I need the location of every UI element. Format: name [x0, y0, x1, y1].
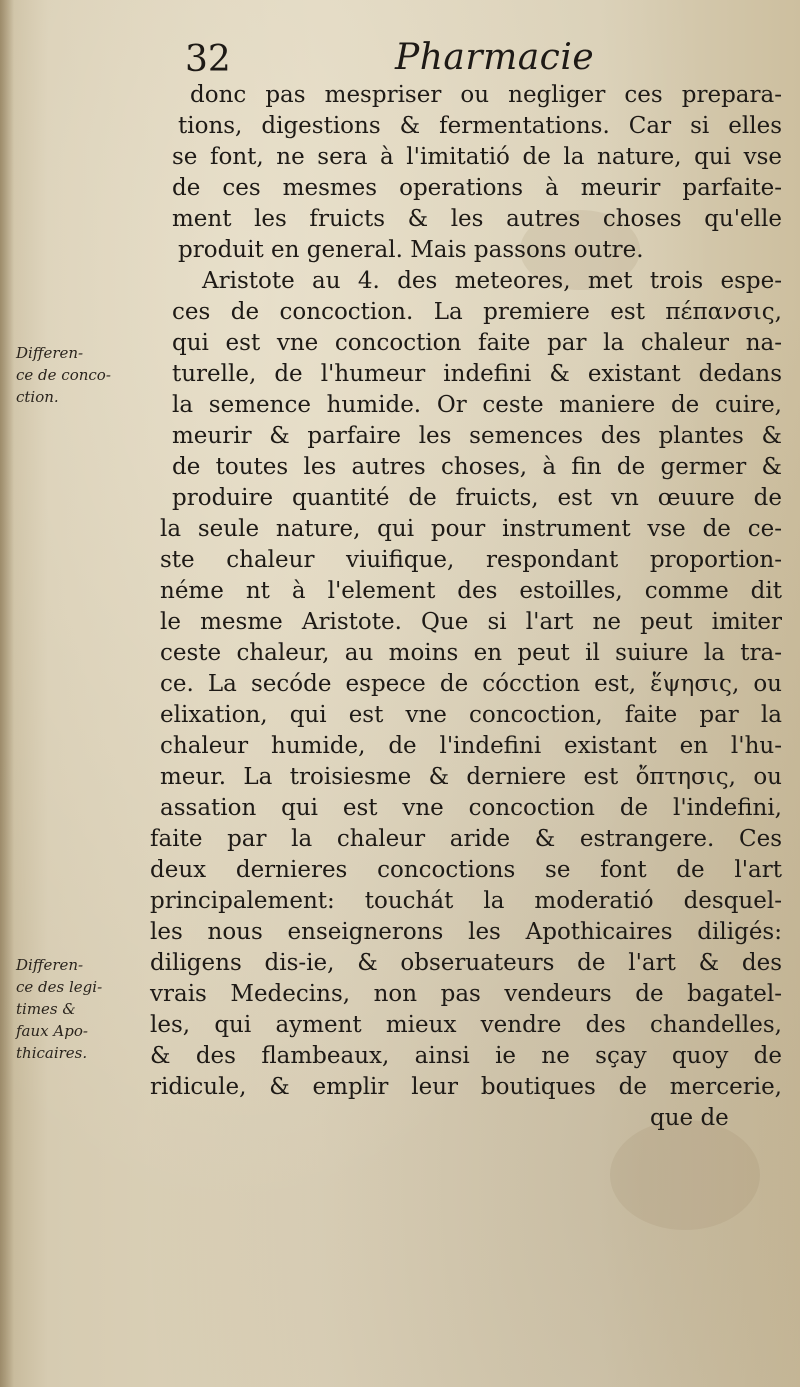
margin-note-line: thicaires.	[16, 1044, 88, 1062]
text-line: se font, ne sera à l'imitatió de la nature, qui vse	[172, 144, 782, 170]
text-line: meurir & parfaire les semences des plantes &	[172, 423, 782, 449]
text-line: chaleur humide, de l'indefini existant en l'hu-	[160, 733, 782, 759]
text-line: principalement: touchát la moderatió desquel-	[150, 888, 782, 914]
text-line: Aristote au 4. des meteores, met trois espe-	[202, 268, 782, 294]
page-gutter-shadow	[0, 0, 14, 1387]
margin-note-difference-apothicaires	[16, 954, 146, 1064]
text-line: donc pas mespriser ou negliger ces prepara-	[190, 82, 782, 108]
page-header	[175, 30, 775, 86]
text-line: deux dernieres concoctions se font de l'art	[150, 857, 782, 883]
text-line: & des flambeaux, ainsi ie ne sçay quoy de	[150, 1043, 782, 1069]
text-line: ceste chaleur, au moins en peut il suiure la tra-	[160, 640, 782, 666]
text-line: tions, digestions & fermentations. Car si elles	[178, 113, 782, 139]
running-title: Pharmacie	[395, 37, 595, 78]
paper-stain	[610, 1120, 760, 1230]
text-line: de toutes les autres choses, à fin de germer &	[172, 454, 782, 480]
text-line: de ces mesmes operations à meurir parfaite-	[172, 175, 782, 201]
text-line: ridicule, & emplir leur boutiques de mercerie,	[150, 1074, 782, 1100]
margin-note-line: ction.	[16, 388, 59, 406]
margin-note-line: Differen-	[16, 344, 84, 362]
text-line: diligens dis-ie, & obseruateurs de l'art & des	[150, 950, 782, 976]
margin-note-line: Differen-	[16, 956, 84, 974]
text-line: les, qui ayment mieux vendre des chandelles,	[150, 1012, 782, 1038]
text-line: ste chaleur viuifique, respondant proportion-	[160, 547, 782, 573]
text-line: produire quantité de fruicts, est vn œuure de	[172, 485, 782, 511]
text-line: turelle, de l'humeur indefini & existant dedans	[172, 361, 782, 387]
catchword: que de	[650, 1105, 729, 1131]
margin-note-difference-concoction	[16, 342, 146, 408]
text-line: les nous enseignerons les Apothicaires diligés:	[150, 919, 782, 945]
text-line: qui est vne concoction faite par la chaleur na-	[172, 330, 782, 356]
text-line: le mesme Aristote. Que si l'art ne peut imiter	[160, 609, 782, 635]
text-line: ment les fruicts & les autres choses qu'elle	[172, 206, 782, 232]
margin-note-line: ce de conco-	[16, 366, 111, 384]
text-line: la semence humide. Or ceste maniere de cuire,	[172, 392, 782, 418]
text-line: vrais Medecins, non pas vendeurs de bagatel-	[150, 981, 782, 1007]
text-line: ce. La secóde espece de cócction est, ἕψησις, ou	[160, 671, 782, 697]
text-line: elixation, qui est vne concoction, faite par la	[160, 702, 782, 728]
text-line: produit en general. Mais passons outre.	[178, 237, 644, 263]
text-line: meur. La troisiesme & derniere est ὄπτησις, ou	[160, 764, 782, 790]
page-number: 32	[185, 39, 231, 80]
text-line: faite par la chaleur aride & estrangere. Ces	[150, 826, 782, 852]
margin-note-line: faux Apo-	[16, 1022, 88, 1040]
text-line: néme nt à l'element des estoilles, comme dit	[160, 578, 782, 604]
text-line: assation qui est vne concoction de l'indefini,	[160, 795, 782, 821]
margin-note-line: ce des legi-	[16, 978, 103, 996]
main-text-block	[150, 80, 782, 1134]
text-line: ces de concoction. La premiere est πέπανσις,	[172, 299, 782, 325]
text-line: la seule nature, qui pour instrument vse de ce-	[160, 516, 782, 542]
margin-note-line: times &	[16, 1000, 76, 1018]
